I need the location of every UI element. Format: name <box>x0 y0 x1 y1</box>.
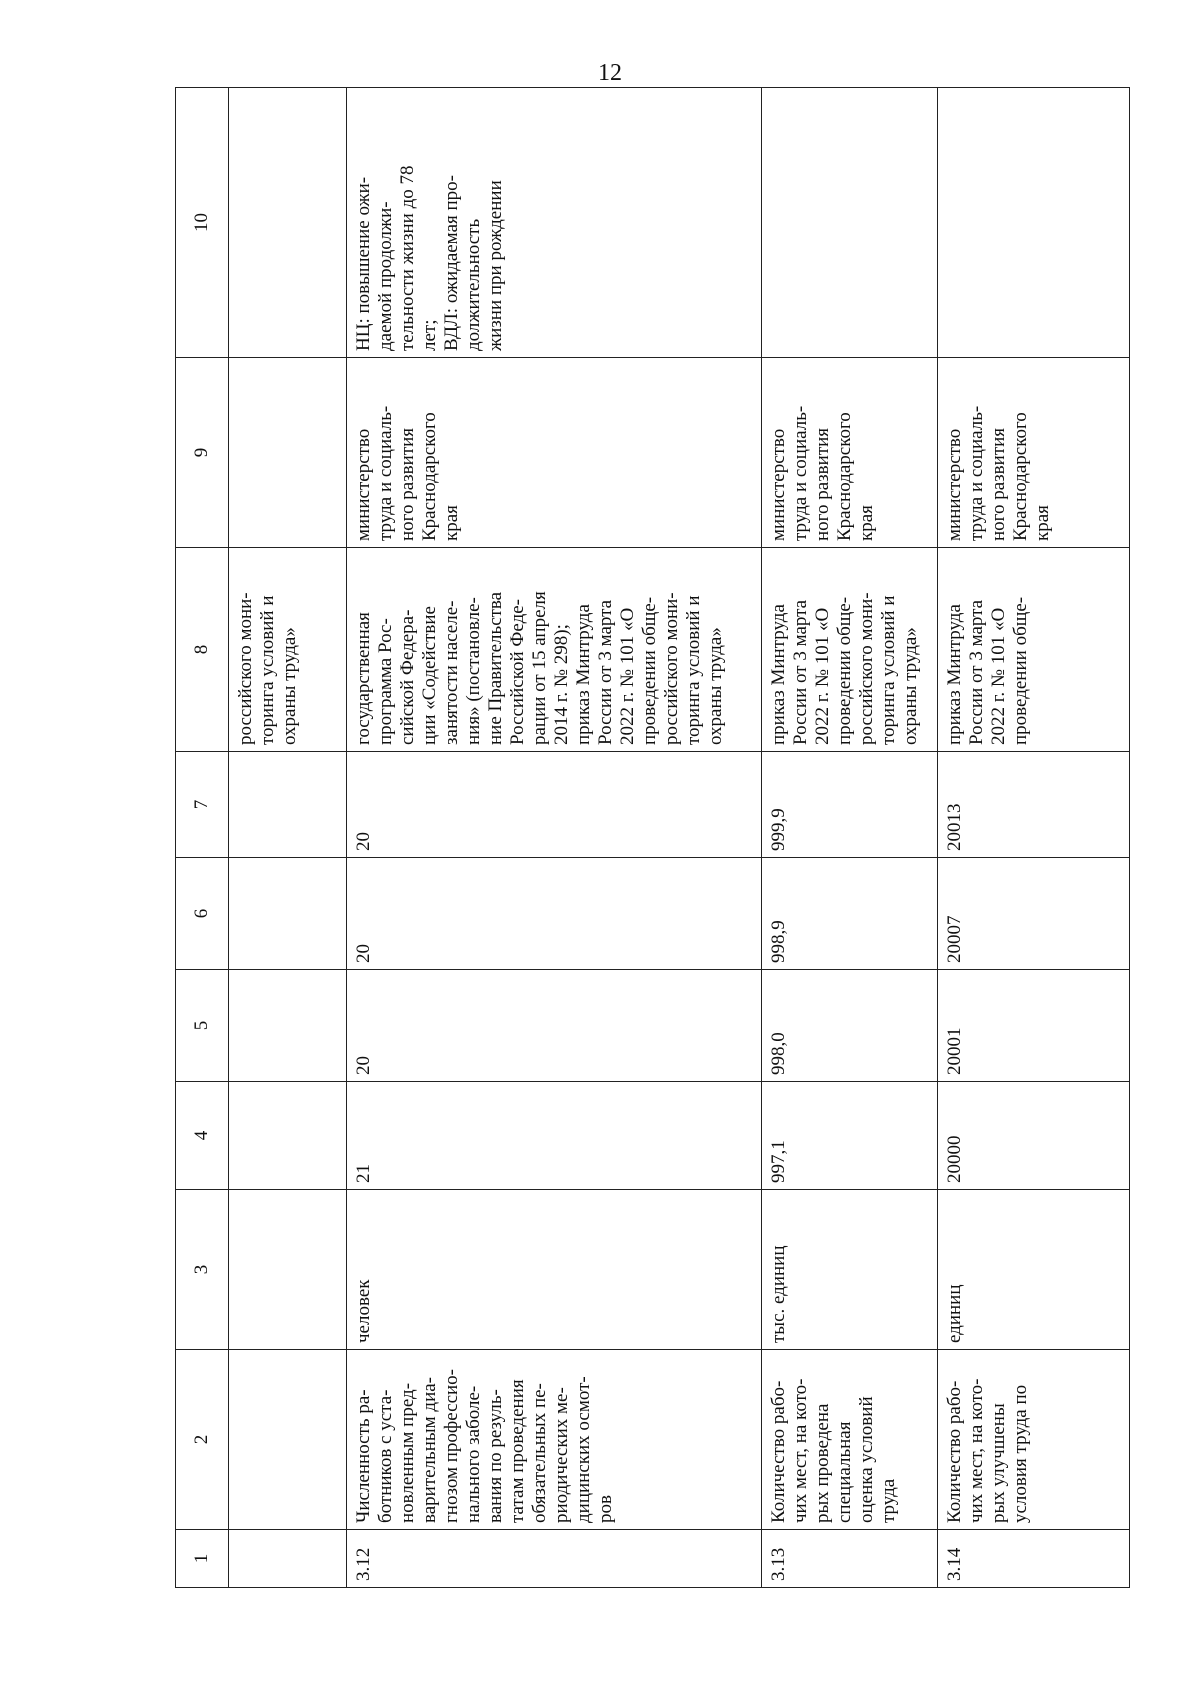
source-document-cell: приказ Минтруда России от 3 марта 2022 г. № 101 «О проведении обще- <box>938 548 1130 752</box>
value-cell-7: 20 <box>347 752 762 858</box>
unit-cell: тыс. единиц <box>762 1190 938 1350</box>
value-cell-7 <box>229 752 347 858</box>
value-cell-4 <box>229 1082 347 1190</box>
header-cell-3: 3 <box>176 1190 229 1350</box>
table-rotation-wrapper <box>175 88 1120 1588</box>
rotated-table-area <box>175 88 1120 1588</box>
value-cell-4: 20000 <box>938 1082 1130 1190</box>
table-header-row <box>176 88 229 1588</box>
table-row-continuation <box>229 88 347 1588</box>
value-cell-7: 20013 <box>938 752 1130 858</box>
value-cell-7: 999,9 <box>762 752 938 858</box>
value-cell-4: 21 <box>347 1082 762 1190</box>
source-document-cell: приказ Минтруда России от 3 марта 2022 г. № 101 «О проведении обще- российского мони- торинга условий и охраны труда» <box>762 548 938 752</box>
responsible-cell: министерство труда и социаль- ного развития Краснодарского края <box>762 358 938 548</box>
value-cell-5 <box>229 970 347 1082</box>
national-goal-cell <box>762 88 938 358</box>
unit-cell <box>229 1190 347 1350</box>
responsible-cell: министерство труда и социаль- ного развития Краснодарского края <box>938 358 1130 548</box>
value-cell-6 <box>229 858 347 970</box>
row-number-cell: 3.14 <box>938 1530 1130 1588</box>
header-cell-9: 9 <box>176 358 229 548</box>
row-number-cell <box>229 1530 347 1588</box>
responsible-cell: министерство труда и социаль- ного развития Краснодарского края <box>347 358 762 548</box>
unit-cell: единиц <box>938 1190 1130 1350</box>
value-cell-4: 997,1 <box>762 1082 938 1190</box>
row-number-cell: 3.12 <box>347 1530 762 1588</box>
unit-cell: человек <box>347 1190 762 1350</box>
value-cell-5: 20001 <box>938 970 1130 1082</box>
national-goal-cell <box>229 88 347 358</box>
source-document-cell: государственная программа Рос- сийской Федера- ции «Содействие занятости населе- ния» (постановле- ние Правительства Российской Феде- рации от 15 апреля 2014 г. № 298); приказ Минтруда России от 3 марта 2022 г. № 101 «О проведении обще- российского мони- торинга условий и охраны труда» <box>347 548 762 752</box>
value-cell-6: 20007 <box>938 858 1130 970</box>
indicator-name-cell: Численность ра- ботников с уста- новленным пред- варительным диа- гнозом профессио- нального заболе- вания по резуль- татам проведения обязательных пе- риодических ме- дицинских осмот- ров <box>347 1350 762 1530</box>
table-row-3-13 <box>762 88 938 1588</box>
national-goal-cell <box>938 88 1130 358</box>
national-goal-cell: НЦ: повышение ожи- даемой продолжи- тельности жизни до 78 лет; ВДЛ: ожидаемая про- должительность жизни при рождении <box>347 88 762 358</box>
value-cell-6: 20 <box>347 858 762 970</box>
indicator-name-cell: Количество рабо- чих мест, на кото- рых улучшены условия труда по <box>938 1350 1130 1530</box>
indicator-name-cell <box>229 1350 347 1530</box>
responsible-cell <box>229 358 347 548</box>
table-row-3-14 <box>938 88 1130 1588</box>
header-cell-2: 2 <box>176 1350 229 1530</box>
header-cell-6: 6 <box>176 858 229 970</box>
page-number: 12 <box>598 60 622 86</box>
header-cell-4: 4 <box>176 1082 229 1190</box>
header-cell-5: 5 <box>176 970 229 1082</box>
header-cell-7: 7 <box>176 752 229 858</box>
value-cell-5: 998,0 <box>762 970 938 1082</box>
indicator-name-cell: Количество рабо- чих мест, на кото- рых проведена специальная оценка условий труда <box>762 1350 938 1530</box>
indicators-table <box>175 87 1130 1588</box>
value-cell-5: 20 <box>347 970 762 1082</box>
header-cell-1: 1 <box>176 1530 229 1588</box>
value-cell-6: 998,9 <box>762 858 938 970</box>
source-document-cell: российского мони- торинга условий и охраны труда» <box>229 548 347 752</box>
header-cell-8: 8 <box>176 548 229 752</box>
row-number-cell: 3.13 <box>762 1530 938 1588</box>
table-row-3-12 <box>347 88 762 1588</box>
header-cell-10: 10 <box>176 88 229 358</box>
